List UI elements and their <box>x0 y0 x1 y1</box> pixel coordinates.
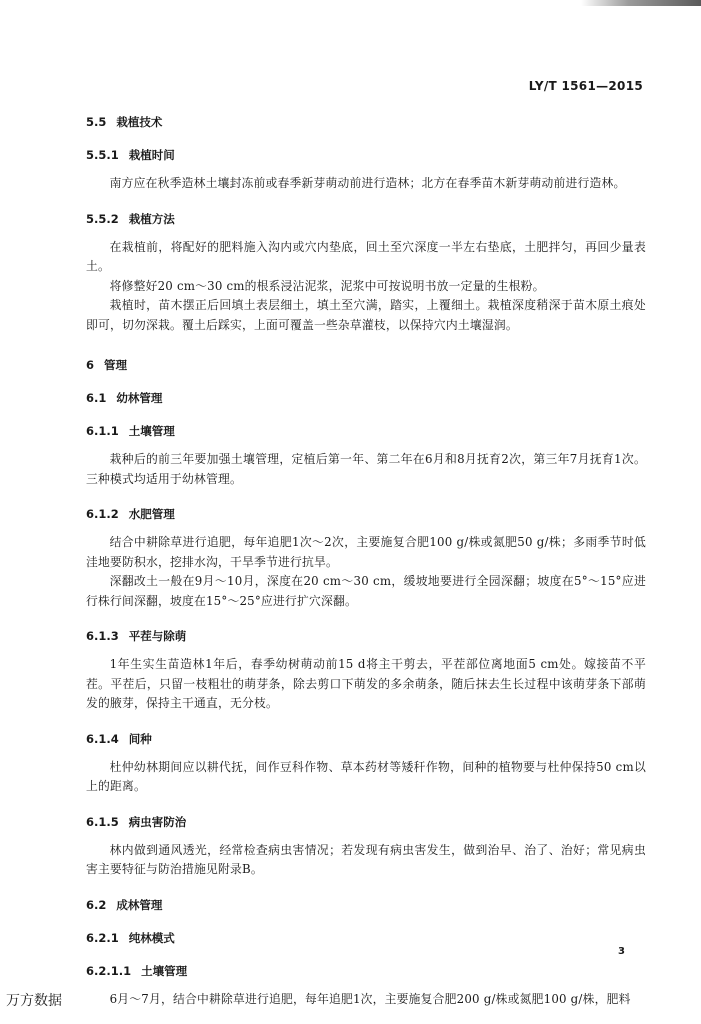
heading-number: 6.2.1 <box>86 930 119 945</box>
heading-title: 栽植方法 <box>128 211 175 226</box>
page-number: 3 <box>618 946 625 957</box>
paragraph: 栽植时，苗木摆正后回填土表层细土，填土至穴满，踏实，上覆细土。栽植深度稍深于苗木原土痕处即可，切勿深栽。覆土后踩实，上面可覆盖一些杂草灌枝，以保持穴内土壤湿润。 <box>86 298 646 332</box>
paragraph: 6月～7月，结合中耕除草进行追肥，每年追肥1次，主要施复合肥200 g/株或氮肥100 g/株，肥料 <box>109 991 631 1006</box>
heading-title: 间种 <box>128 731 152 746</box>
heading-title: 栽植技术 <box>116 115 163 129</box>
standard-number: LY/T 1561—2015 <box>528 79 643 93</box>
heading-6-1-4 <box>86 731 646 747</box>
heading-6-2-1 <box>86 930 646 946</box>
paragraph: 林内做到通风透光，经常检查病虫害情况；若发现有病虫害发生，做到治早、治了、治好；常见病虫害主要特征与防治措施见附录B。 <box>86 842 646 876</box>
heading-number: 6.2 <box>86 897 107 912</box>
heading-title: 栽植时间 <box>128 148 175 162</box>
heading-number: 5.5.1 <box>86 148 119 162</box>
heading-5-5-1 <box>86 147 646 163</box>
heading-number: 6.1.1 <box>86 424 119 438</box>
heading-number: 6.1 <box>86 391 107 405</box>
heading-title: 平茬与除萌 <box>128 629 187 643</box>
heading-6-2 <box>86 897 646 913</box>
heading-6-1-5 <box>86 814 646 830</box>
heading-title: 幼林管理 <box>116 391 163 405</box>
heading-title: 水肥管理 <box>128 507 175 521</box>
heading-5-5-2 <box>86 211 646 227</box>
heading-number: 6.1.2 <box>86 507 119 521</box>
heading-title: 管理 <box>104 358 128 372</box>
heading-number: 6 <box>86 358 95 372</box>
document-body <box>86 114 646 1009</box>
heading-number: 6.1.5 <box>86 814 119 829</box>
heading-6-2-1-1 <box>86 963 646 979</box>
heading-title: 纯林模式 <box>128 930 175 945</box>
heading-title: 土壤管理 <box>141 963 188 978</box>
heading-number: 5.5.2 <box>86 211 119 226</box>
heading-title: 成林管理 <box>116 897 163 912</box>
paragraph: 将修整好20 cm～30 cm的根系浸沾泥浆，泥浆中可按说明书放一定量的生根粉。 <box>109 278 545 293</box>
heading-6-1-1 <box>86 423 646 439</box>
paragraph: 在栽植前，将配好的肥料施入沟内或穴内垫底，回土至穴深度一半左右垫底，土肥拌匀，再回少量表土。 <box>86 239 646 273</box>
heading-5-5 <box>86 114 646 130</box>
heading-number: 5.5 <box>86 115 107 129</box>
heading-6-1-3 <box>86 628 646 644</box>
paragraph: 1年生实生苗造林1年后，春季幼树萌动前15 d将主干剪去，平茬部位离地面5 cm处。嫁接苗不平茬。平茬后，只留一枝粗壮的萌芽条，除去剪口下萌发的多余萌条，随后抹去生长过程中该萌芽条下部萌发的腋芽，保持主干通直，无分枝。 <box>86 657 646 710</box>
heading-6 <box>86 357 646 373</box>
heading-number: 6.1.3 <box>86 629 119 643</box>
paragraph: 杜仲幼林期间应以耕代抚，间作豆科作物、草本药材等矮秆作物，间种的植物要与杜仲保持50 cm以上的距离。 <box>86 759 646 793</box>
paragraph: 深翻改土一般在9月～10月，深度在20 cm～30 cm，缓坡地要进行全园深翻；坡度在5°～15°应进行株行间深翻，坡度在15°～25°应进行扩穴深翻。 <box>86 574 646 608</box>
heading-title: 土壤管理 <box>128 424 175 438</box>
heading-title: 病虫害防治 <box>128 814 187 829</box>
paragraph: 结合中耕除草进行追肥，每年追肥1次～2次，主要施复合肥100 g/株或氮肥50 g/株；多雨季节时低洼地要防积水，挖排水沟，干旱季节进行抗旱。 <box>86 535 646 569</box>
heading-6-1-2 <box>86 506 646 522</box>
heading-6-1 <box>86 390 646 406</box>
watermark: 万方数据 <box>6 993 62 1009</box>
heading-number: 6.2.1.1 <box>86 963 132 978</box>
paragraph: 栽种后的前三年要加强土壤管理，定植后第一年、第二年在6月和8月抚育2次，第三年7月抚育1次。三种模式均适用于幼林管理。 <box>86 452 646 486</box>
heading-number: 6.1.4 <box>86 731 119 746</box>
paragraph: 南方应在秋季造林土壤封冻前或春季新芽萌动前进行造林；北方在春季苗木新芽萌动前进行造林。 <box>109 176 626 190</box>
